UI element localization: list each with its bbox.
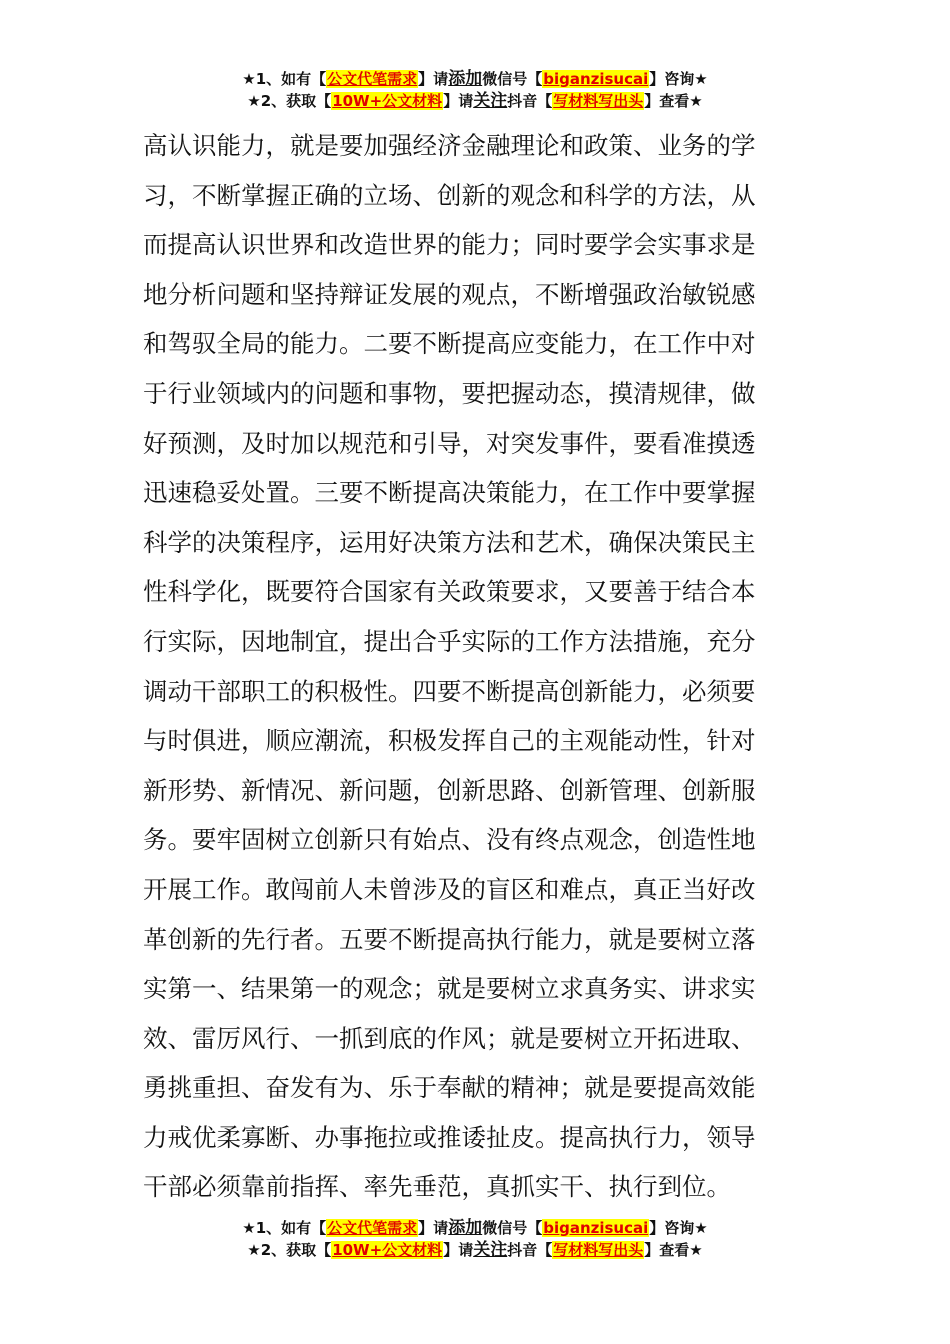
body-line: 好预测，及时加以规范和引导，对突发事件，要看准摸透 [143,428,756,458]
footer-highlight-service: 公文代笔需求 [327,1219,418,1237]
body-line: 高认识能力，就是要加强经济金融理论和政策、业务的学 [143,131,756,160]
body-line: 而提高认识世界和改造世界的能力；同时要学会实事求是 [143,230,756,260]
body-line: 与时俱进，顺应潮流，积极发挥自己的主观能动性，针对 [143,726,756,756]
header-highlight-wechat-id: biganzisucai [543,70,649,88]
body-line: 行实际，因地制宜，提出合乎实际的工作方法措施，充分 [143,626,756,656]
header-line-2: ★2、获取【10W+公文材料】请关注抖音【写材料写出头】查看★ [247,91,703,111]
document-body [143,121,813,1212]
body-line: 实第一、结果第一的观念；就是要树立求真务实、讲求实 [143,974,756,1004]
body-line: 和驾驭全局的能力。二要不断提高应变能力，在工作中对 [143,329,756,359]
body-line: 力戒优柔寡断、办事拖拉或推诿扯皮。提高执行力，领导 [143,1122,756,1152]
footer-banner [0,1217,950,1261]
footer-highlight-wechat-id: biganzisucai [543,1219,649,1237]
body-line: 地分析问题和坚持辩证发展的观点，不断增强政治敏锐感 [143,279,756,309]
body-line: 务。要牢固树立创新只有始点、没有终点观念，创造性地 [143,825,756,855]
footer-highlight-materials: 10W+公文材料 [332,1241,443,1259]
body-line: 性科学化，既要符合国家有关政策要求，又要善于结合本 [143,577,756,607]
body-line: 勇挑重担、奋发有为、乐于奉献的精神；就是要提高效能 [143,1073,756,1103]
header-highlight-materials: 10W+公文材料 [332,92,443,110]
header-banner [0,68,950,112]
body-line: 迅速稳妥处置。三要不断提高决策能力，在工作中要掌握 [143,478,756,508]
header-highlight-douyin: 写材料写出头 [553,92,644,110]
body-line: 调动干部职工的积极性。四要不断提高创新能力，必须要 [143,676,756,706]
header-highlight-service: 公文代笔需求 [327,70,418,88]
footer-line-2: ★2、获取【10W+公文材料】请关注抖音【写材料写出头】查看★ [247,1240,703,1260]
body-line: 革创新的先行者。五要不断提高执行能力，就是要树立落 [143,924,756,954]
footer-line-1: ★1、如有【公文代笔需求】请添加微信号【biganzisucai】咨询★ [242,1218,708,1238]
body-line: 新形势、新情况、新问题，创新思路、创新管理、创新服 [143,775,756,805]
footer-highlight-douyin: 写材料写出头 [553,1241,644,1259]
body-line: 习，不断掌握正确的立场、创新的观念和科学的方法，从 [143,180,756,210]
body-line: 于行业领域内的问题和事物，要把握动态，摸清规律，做 [143,378,756,408]
body-line: 开展工作。敢闯前人未曾涉及的盲区和难点，真正当好改 [143,874,756,904]
header-line-1: ★1、如有【公文代笔需求】请添加微信号【biganzisucai】咨询★ [242,69,708,89]
body-line: 科学的决策程序，运用好决策方法和艺术，确保决策民主 [143,527,756,557]
body-line: 效、雷厉风行、一抓到底的作风；就是要树立开拓进取、 [143,1023,756,1053]
body-line: 干部必须靠前指挥、率先垂范，真抓实干、执行到位。 [143,1172,731,1202]
